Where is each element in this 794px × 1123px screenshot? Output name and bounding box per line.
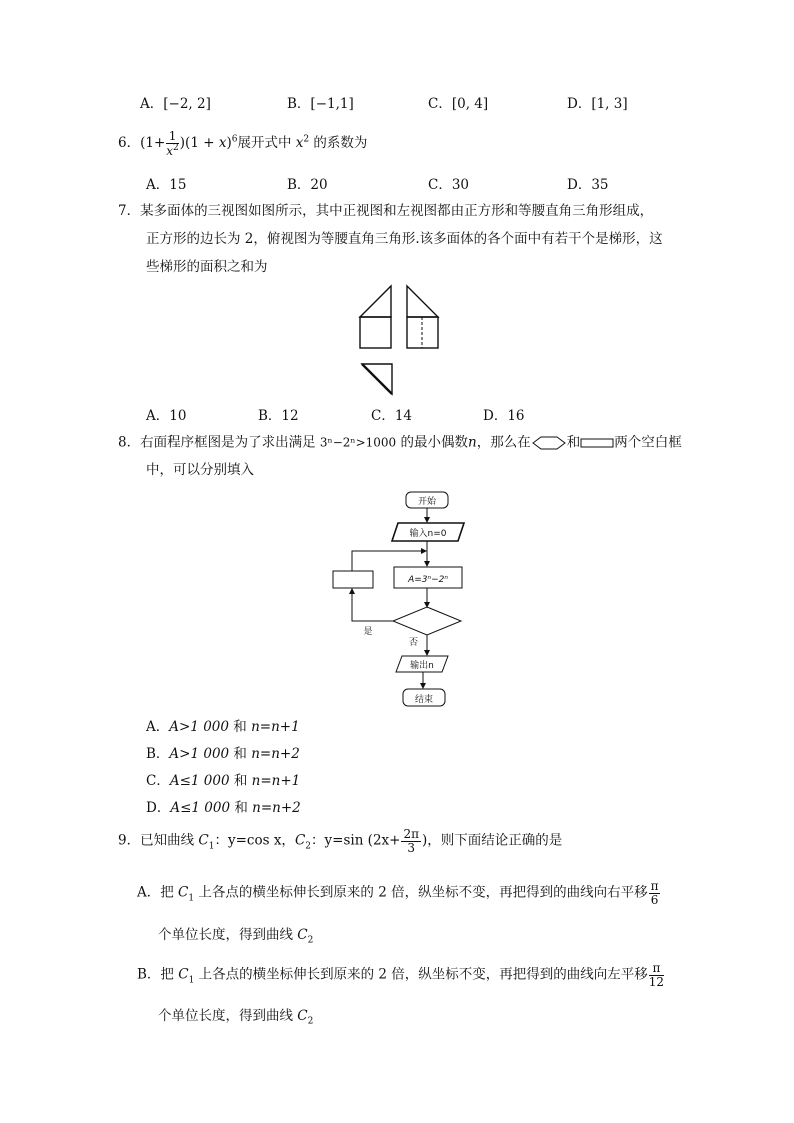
q9-fraction: $\frac{2\pi}{3}$ (403, 827, 419, 855)
q9-option-a-line2: 个单位长度，得到曲线 $C_2$ (158, 927, 314, 946)
flow-input-label: 输入n=0 (409, 529, 447, 539)
rectangle-box-icon (580, 437, 614, 449)
q7-option-b: B．12 (258, 408, 299, 424)
q7-option-d: D．16 (483, 408, 525, 424)
q7-line1: 7．某多面体的三视图如图所示，其中正视图和左视图都由正方形和等腰直角三角形组成， (118, 203, 654, 219)
top-view (362, 364, 392, 394)
q5-option-c: C．[0, 4] (428, 96, 489, 112)
q5-option-d: D．[1, 3] (567, 96, 628, 112)
q8-option-c: C．A≤1 000 和 n=n+1 (146, 773, 301, 789)
flow-output-label: 输出n (410, 661, 434, 671)
three-view-figure (350, 284, 450, 402)
q8-line1: 8．右面程序框图是为了求出满足 3ⁿ−2ⁿ>1000 的最小偶数n，那么在 和 两个空白框 (118, 434, 682, 451)
q8-line2: 中，可以分别填入 (146, 462, 254, 478)
flow-assign-label: A=3ⁿ−2ⁿ (408, 575, 448, 585)
q9-option-b-line2: 个单位长度，得到曲线 $C_2$ (158, 1008, 314, 1027)
q9-option-a-line1: A．把 $C_1$ 上各点的横坐标伸长到原来的 2 倍，纵坐标不变，再把得到的曲线向右平移 $\frac{\pi}{6}$ (137, 879, 659, 907)
q9-option-b-fraction: $\frac{\pi}{12}$ (648, 961, 665, 989)
q8-option-b: B．A>1 000 和 n=n+2 (146, 746, 300, 762)
q6-option-d: D．35 (567, 177, 609, 193)
front-view (360, 286, 391, 348)
q9-stem: 9．已知曲线 $C_1$：y=cos x，$C_2$：y=sin (2x+ $\frac{2\pi}{3}$ )，则下面结论正确的是 (118, 827, 563, 855)
flow-end-label: 结束 (414, 695, 434, 705)
q8-option-d: D．A≤1 000 和 n=n+2 (146, 800, 301, 816)
q6-option-a: A．15 (146, 177, 187, 193)
q9-option-a-fraction: $\frac{\pi}{6}$ (650, 879, 659, 907)
q9-option-b-line1: B．把 $C_1$ 上各点的横坐标伸长到原来的 2 倍，纵坐标不变，再把得到的曲线向左平移 $\frac{\pi}{12}$ (137, 961, 665, 989)
flowchart (326, 488, 466, 710)
side-view (407, 286, 438, 348)
flow-yes-label: 是 (363, 627, 373, 637)
q7-line3: 些梯形的面积之和为 (146, 259, 268, 275)
q7-line2: 正方形的边长为 2，俯视图为等腰直角三角形.该多面体的各个面中有若干个是梯形，这 (146, 231, 663, 247)
diamond-box-icon (531, 436, 567, 450)
flow-process-blank (333, 571, 373, 588)
q6-option-b: B．20 (287, 177, 328, 193)
q5-option-a: A．[−2, 2] (140, 96, 211, 112)
flow-decision-blank (393, 607, 461, 635)
q7-option-a: A．10 (146, 408, 187, 424)
q6-stem: 6．(1+ $\frac{1}{x^2}$ )$(1 + x)^6$展开式中 $x^2$ 的系数为 (118, 129, 368, 158)
q5-option-b: B．[−1,1] (287, 96, 354, 112)
q8-option-a: A．A>1 000 和 n=n+1 (146, 719, 300, 735)
q6-option-c: C．30 (428, 177, 470, 193)
q7-option-c: C．14 (371, 408, 413, 424)
q6-fraction: $\frac{1}{x^2}$ (166, 129, 179, 158)
flow-start-label: 开始 (417, 497, 437, 507)
flow-no-label: 否 (408, 638, 418, 648)
